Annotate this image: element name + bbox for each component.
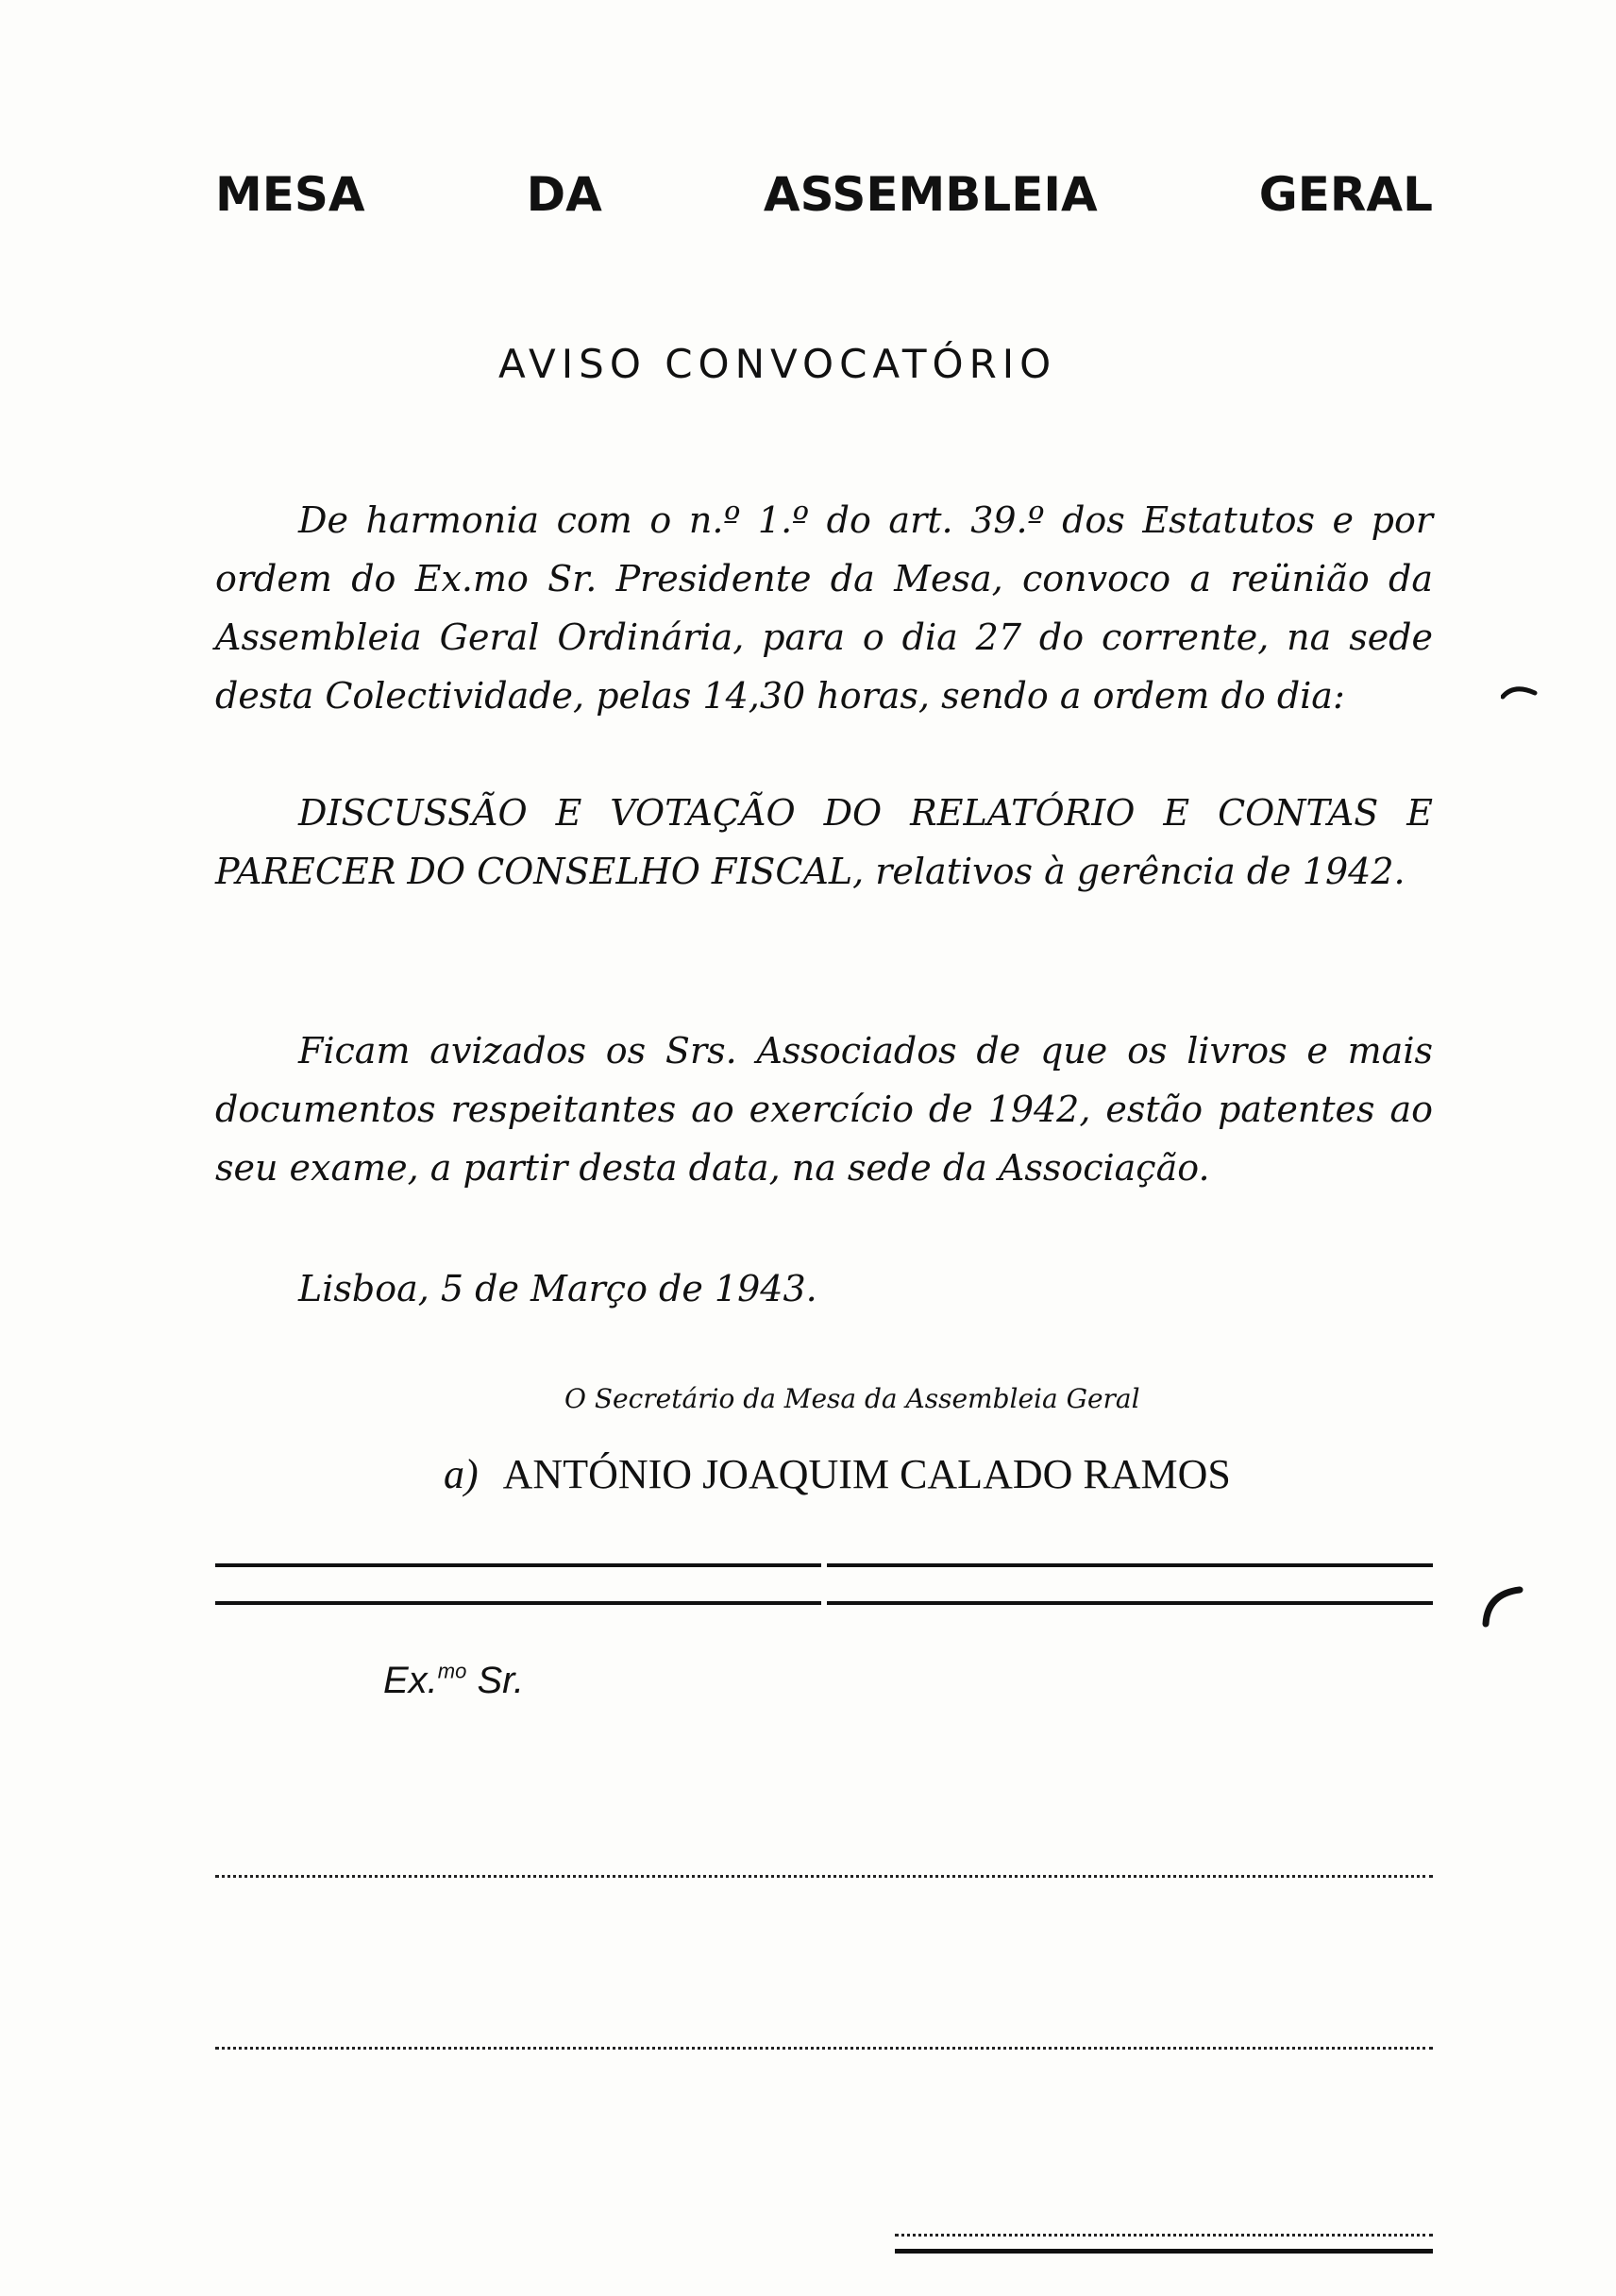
- signature-prefix: a): [444, 1451, 479, 1497]
- documents-notice-paragraph: Ficam avizados os Srs. Associados de que os livros e mais documentos respeitantes ao exercício de 1942, estão patentes ao seu exame, a partir desta data, na sede da Associação.: [215, 1030, 1433, 1189]
- signature-name: ANTÓNIO JOAQUIM CALADO RAMOS: [502, 1451, 1231, 1497]
- addressee-prefix: Ex.: [383, 1660, 438, 1701]
- address-line-1: [215, 1875, 1433, 1878]
- notice-subheading: AVISO CONVOCATÓRIO: [498, 341, 1057, 387]
- addressee-superscript: mo: [437, 1659, 467, 1683]
- place-date-line: Lisboa, 5 de Março de 1943.: [298, 1268, 817, 1309]
- agenda-paragraph: DISCUSSÃO E VOTAÇÃO DO RELATÓRIO E CONTAS E PARECER DO CONSELHO FISCAL, relativos à gerência de 1942.: [215, 792, 1433, 892]
- rule-gap: [821, 1563, 827, 1567]
- address-line-2: [215, 2047, 1433, 2050]
- address-line-3: [895, 2234, 1433, 2237]
- scan-artifact-mark: [1501, 680, 1539, 702]
- rule-gap: [821, 1601, 827, 1605]
- address-underline: [895, 2249, 1433, 2254]
- secretary-title: O Secretário da Mesa da Assembleia Geral: [564, 1383, 1140, 1414]
- signature-line: [444, 1446, 1231, 1503]
- convocation-paragraph: De harmonia com o n.º 1.º do art. 39.º dos Estatutos e por ordem do Ex.mo Sr. Presidente da Mesa, convoco a reünião da Assembleia Geral Ordinária, para o dia 27 do corrente, na sede desta Colectividade, pelas 14,30 horas, sendo a ordem do dia:: [215, 499, 1433, 717]
- addressee-suffix: Sr.: [466, 1660, 525, 1701]
- addressee-salutation: [383, 1652, 524, 1709]
- notice-heading: MESA DA ASSEMBLEIA GERAL: [215, 167, 1433, 222]
- scan-artifact-mark: [1476, 1577, 1529, 1629]
